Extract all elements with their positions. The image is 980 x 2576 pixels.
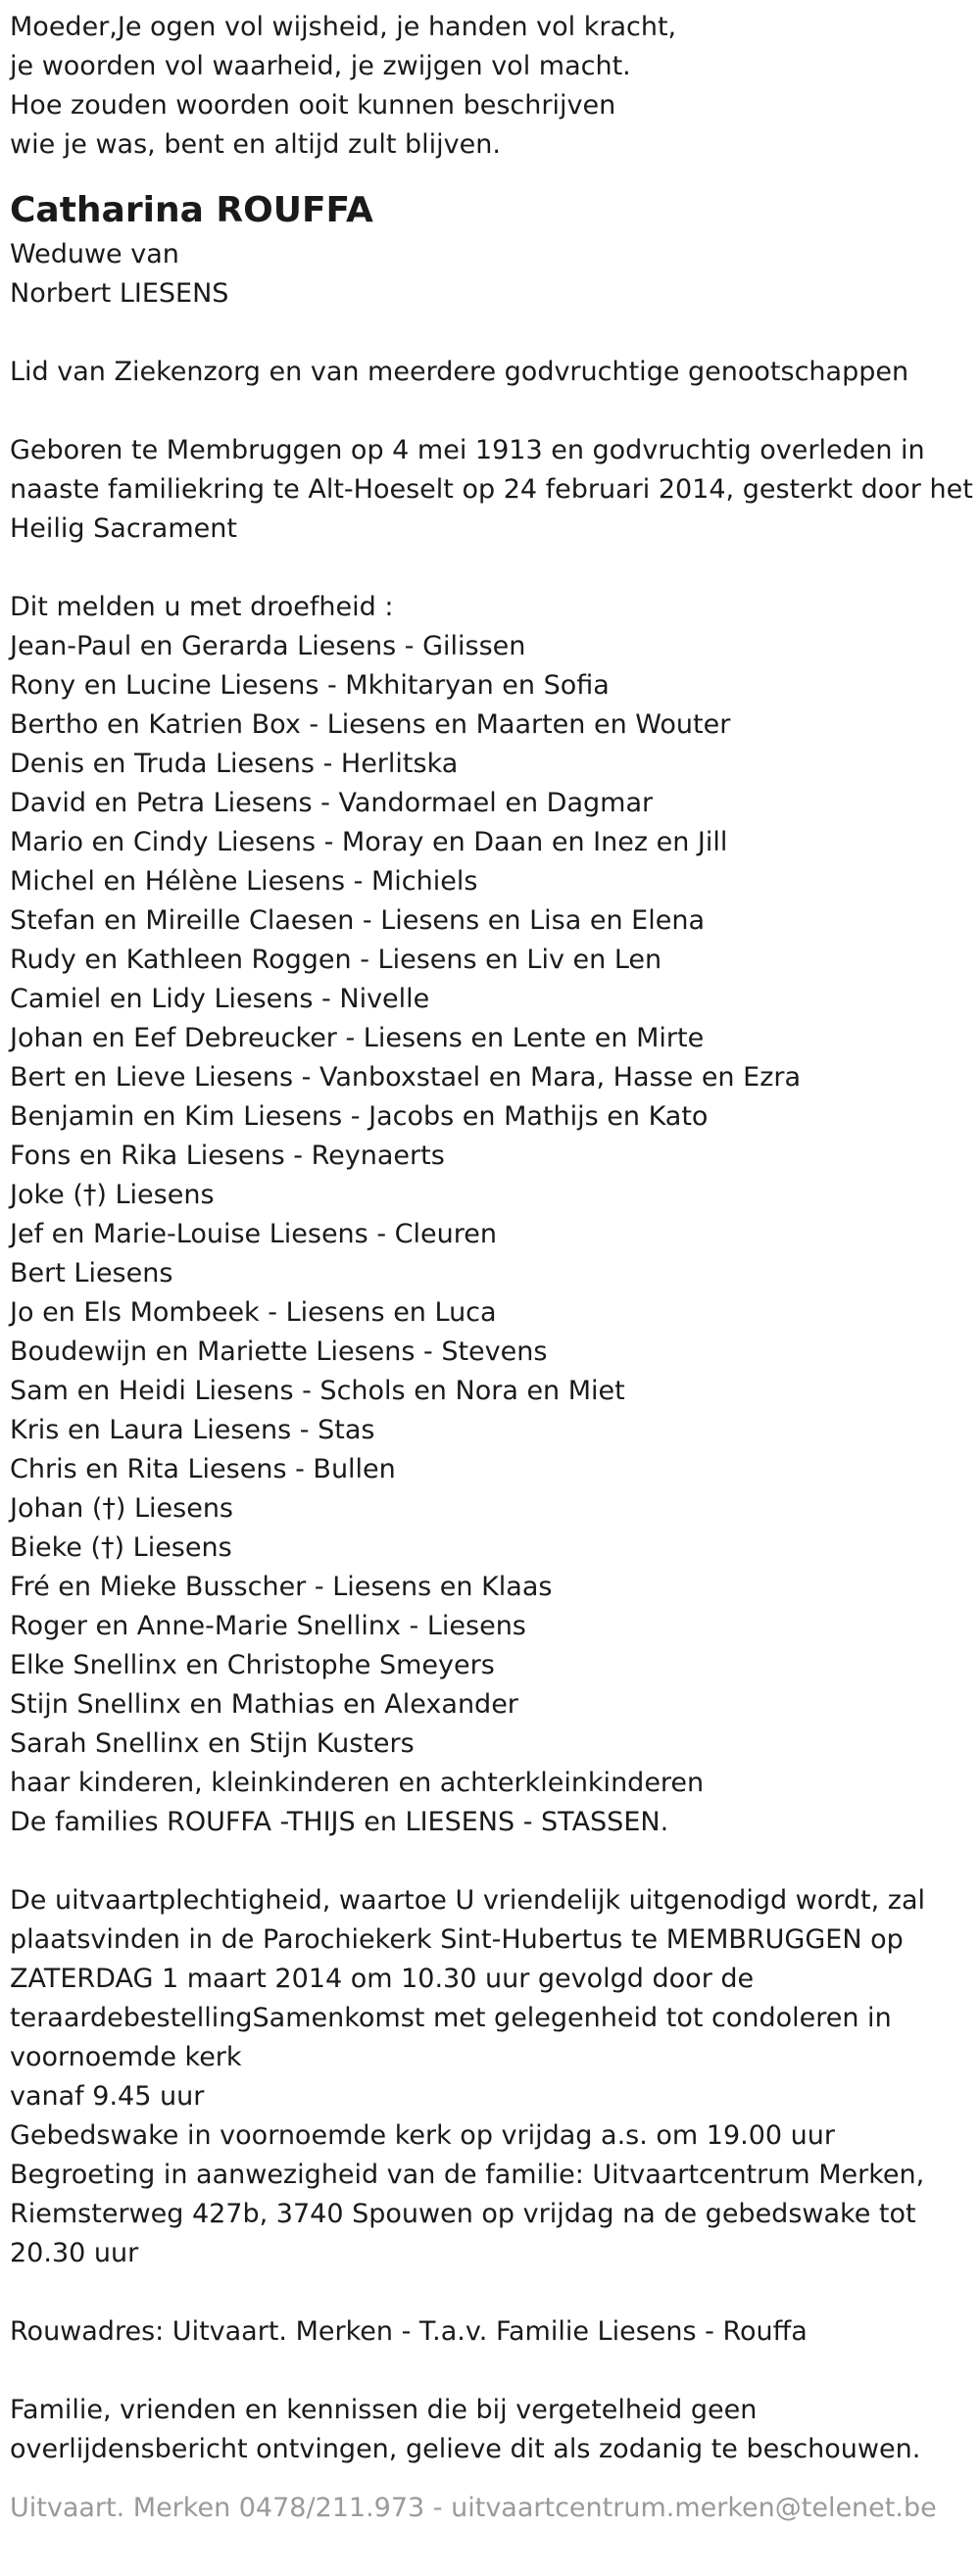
funeral-home-contact: Uitvaart. Merken 0478/211.973 - uitvaartcentrum.merken@telenet.be: [10, 2493, 937, 2523]
family-member-line: haar kinderen, kleinkinderen en achterkleinkinderen: [10, 1768, 705, 1798]
family-member-line: Mario en Cindy Liesens - Moray en Daan en Inez en Jill: [10, 827, 728, 857]
family-member-line: Stijn Snellinx en Mathias en Alexander: [10, 1689, 518, 1720]
mourning-address: Rouwadres: Uitvaart. Merken - T.a.v. Familie Liesens - Rouffa: [10, 2316, 808, 2347]
paragraph-line: 20.30 uur: [10, 2238, 139, 2268]
spacer: [10, 549, 970, 588]
birth-death-paragraph: [10, 431, 973, 549]
family-member-line: Jo en Els Mombeek - Liesens en Luca: [10, 1297, 497, 1328]
family-member-line: Rony en Lucine Liesens - Mkhitaryan en Sofia: [10, 670, 610, 701]
paragraph-line: teraardebestellingSamenkomst met gelegenheid tot condoleren in: [10, 2003, 892, 2033]
paragraph-line: Gebedswake in voornoemde kerk op vrijdag a.s. om 19.00 uur: [10, 2120, 835, 2151]
paragraph-line: plaatsvinden in de Parochiekerk Sint-Hubertus te MEMBRUGGEN op: [10, 1924, 904, 1955]
family-member-line: Johan (†) Liesens: [10, 1493, 233, 1524]
spouse-name: Norbert LIESENS: [10, 278, 229, 309]
family-member-line: De families ROUFFA -THIJS en LIESENS - STASSEN.: [10, 1807, 669, 1837]
paragraph-line: vanaf 9.45 uur: [10, 2081, 205, 2112]
poem-line: Moeder,Je ogen vol wijsheid, je handen vol kracht,: [10, 12, 677, 42]
paragraph-line: Familie, vrienden en kennissen die bij vergetelheid geen: [10, 2395, 758, 2425]
family-member-line: Jean-Paul en Gerarda Liesens - Gilissen: [10, 631, 526, 661]
family-member-line: Boudewijn en Mariette Liesens - Stevens: [10, 1337, 548, 1367]
paragraph-line: Heilig Sacrament: [10, 513, 237, 544]
paragraph-line: Riemsterweg 427b, 3740 Spouwen op vrijdag na de gebedswake tot: [10, 2199, 916, 2229]
spacer: [10, 392, 970, 431]
family-member-line: Jef en Marie-Louise Liesens - Cleuren: [10, 1219, 497, 1249]
relation-label: Weduwe van: [10, 239, 179, 269]
family-member-line: Johan en Eef Debreucker - Liesens en Lente en Mirte: [10, 1023, 705, 1053]
poem-line: Hoe zouden woorden ooit kunnen beschrijven: [10, 90, 616, 121]
family-member-line: Denis en Truda Liesens - Herlitska: [10, 749, 459, 779]
family-member-line: Benjamin en Kim Liesens - Jacobs en Mathijs en Kato: [10, 1101, 709, 1132]
family-member-line: Sarah Snellinx en Stijn Kusters: [10, 1728, 415, 1759]
family-member-line: Sam en Heidi Liesens - Schols en Nora en Miet: [10, 1376, 625, 1406]
family-list: [10, 627, 970, 1842]
membership-text: Lid van Ziekenzorg en van meerdere godvruchtige genootschappen: [10, 357, 909, 387]
family-member-line: Stefan en Mireille Claesen - Liesens en Lisa en Elena: [10, 905, 705, 936]
family-member-line: Elke Snellinx en Christophe Smeyers: [10, 1650, 495, 1680]
family-member-line: Bertho en Katrien Box - Liesens en Maarten en Wouter: [10, 709, 731, 740]
family-member-line: Chris en Rita Liesens - Bullen: [10, 1454, 396, 1484]
poem-line: wie je was, bent en altijd zult blijven.: [10, 129, 501, 160]
family-member-line: Kris en Laura Liesens - Stas: [10, 1415, 375, 1445]
paragraph-line: naaste familiekring te Alt-Hoeselt op 24 februari 2014, gesterkt door het: [10, 474, 973, 505]
ceremony-paragraph: [10, 1881, 970, 2273]
family-member-line: Michel en Hélène Liesens - Michiels: [10, 866, 478, 897]
poem: [10, 8, 970, 165]
deceased-name: Catharina ROUFFA: [10, 190, 373, 230]
family-member-line: Rudy en Kathleen Roggen - Liesens en Liv en Len: [10, 945, 662, 975]
closing-paragraph: [10, 2391, 970, 2469]
paragraph-line: Geboren te Membruggen op 4 mei 1913 en godvruchtig overleden in: [10, 435, 925, 465]
announce-intro: Dit melden u met droefheid :: [10, 592, 394, 622]
family-member-line: Camiel en Lidy Liesens - Nivelle: [10, 984, 430, 1014]
paragraph-line: Begroeting in aanwezigheid van de familie: Uitvaartcentrum Merken,: [10, 2160, 925, 2190]
family-member-line: Bert en Lieve Liesens - Vanboxstael en Mara, Hasse en Ezra: [10, 1062, 802, 1093]
family-member-line: Bieke (†) Liesens: [10, 1532, 232, 1563]
family-member-line: Bert Liesens: [10, 1258, 173, 1288]
paragraph-line: De uitvaartplechtigheid, waartoe U vriendelijk uitgenodigd wordt, zal: [10, 1885, 926, 1916]
spacer: [10, 314, 970, 353]
family-member-line: David en Petra Liesens - Vandormael en Dagmar: [10, 788, 654, 818]
family-member-line: Roger en Anne-Marie Snellinx - Liesens: [10, 1611, 526, 1641]
paragraph-line: ZATERDAG 1 maart 2014 om 10.30 uur gevolgd door de: [10, 1964, 755, 1994]
family-member-line: Fré en Mieke Busscher - Liesens en Klaas: [10, 1572, 553, 1602]
paragraph-line: overlijdensbericht ontvingen, gelieve dit als zodanig te beschouwen.: [10, 2434, 921, 2464]
family-member-line: Joke (†) Liesens: [10, 1180, 215, 1210]
spacer: [10, 1842, 970, 1881]
spacer: [10, 2352, 970, 2391]
poem-line: je woorden vol waarheid, je zwijgen vol macht.: [10, 51, 631, 81]
paragraph-line: voornoemde kerk: [10, 2042, 242, 2072]
spacer: [10, 2273, 970, 2312]
family-member-line: Fons en Rika Liesens - Reynaerts: [10, 1141, 445, 1171]
